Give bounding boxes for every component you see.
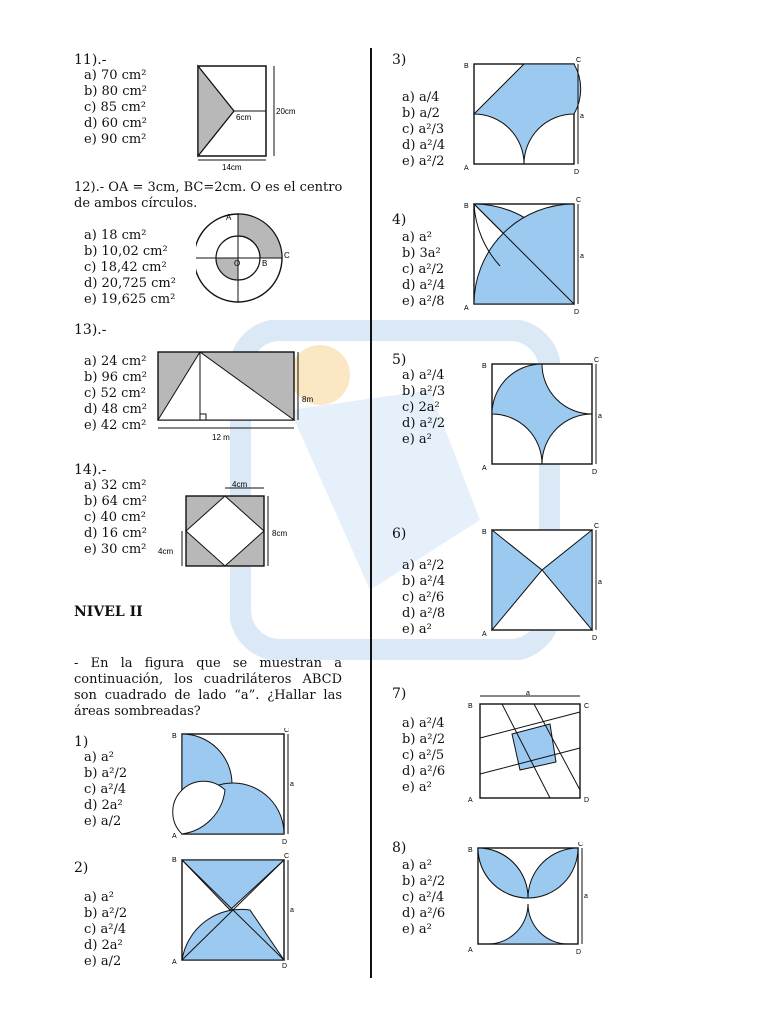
option[interactable]: c) a²/4 — [84, 782, 127, 797]
problem-13-number: 13).- — [74, 322, 107, 338]
option[interactable]: e) 42 cm² — [84, 418, 147, 433]
option[interactable]: e) 30 cm² — [84, 542, 147, 557]
option[interactable]: e) 90 cm² — [84, 132, 147, 147]
column-divider — [370, 48, 372, 978]
option[interactable]: d) a²/4 — [402, 138, 446, 153]
svg-text:B: B — [482, 363, 487, 370]
svg-text:D: D — [574, 169, 580, 176]
problem-12-options — [84, 228, 176, 308]
svg-text:A: A — [482, 465, 487, 472]
svg-text:D: D — [282, 963, 288, 970]
problem-11-options — [84, 68, 147, 148]
option[interactable]: a) a/4 — [402, 90, 440, 105]
option[interactable]: d) 48 cm² — [84, 402, 148, 417]
svg-text:a: a — [290, 907, 294, 914]
svg-text:C: C — [578, 842, 584, 848]
option[interactable]: e) a²/2 — [402, 154, 445, 169]
svg-text:A: A — [468, 797, 473, 804]
svg-text:4cm: 4cm — [158, 547, 174, 556]
section-title: NIVEL II — [74, 604, 143, 620]
option[interactable]: a) a² — [402, 230, 432, 245]
option[interactable]: a) a²/4 — [402, 368, 445, 383]
option[interactable]: d) a²/2 — [402, 416, 446, 431]
svg-text:B: B — [464, 203, 469, 210]
label-20cm: 20cm — [276, 107, 296, 116]
question-6-number: 6) — [392, 526, 407, 542]
problem-14-options — [84, 478, 147, 558]
option[interactable]: b) 96 cm² — [84, 370, 148, 385]
option[interactable]: c) 2a² — [402, 400, 440, 415]
svg-text:D: D — [592, 635, 598, 642]
question-4-number: 4) — [392, 212, 407, 228]
svg-text:B: B — [262, 259, 268, 268]
svg-text:C: C — [284, 853, 290, 860]
option[interactable]: e) a² — [402, 922, 432, 937]
problem-11-number: 11).- — [74, 52, 107, 68]
figure-q5 — [478, 356, 608, 478]
option[interactable]: d) 16 cm² — [84, 526, 148, 541]
option[interactable]: b) a²/2 — [402, 732, 446, 747]
svg-text:D: D — [584, 797, 590, 804]
figure-q4 — [460, 196, 590, 318]
svg-text:a: a — [526, 690, 530, 697]
option[interactable]: e) 19,625 cm² — [84, 292, 176, 307]
option[interactable]: e) a² — [402, 780, 432, 795]
svg-text:a: a — [584, 893, 588, 900]
option[interactable]: b) a²/2 — [84, 766, 128, 781]
svg-text:A: A — [464, 305, 469, 312]
svg-text:a: a — [580, 253, 584, 260]
svg-text:B: B — [468, 847, 473, 854]
problem-14-number: 14).- — [74, 462, 107, 478]
label-6cm: 6cm — [236, 113, 252, 122]
svg-text:C: C — [576, 197, 582, 204]
option[interactable]: c) 40 cm² — [84, 510, 146, 525]
figure-q6 — [478, 522, 608, 644]
option[interactable]: e) a²/8 — [402, 294, 445, 309]
option[interactable]: a) a² — [84, 890, 114, 905]
svg-text:D: D — [576, 949, 582, 956]
option[interactable]: c) a²/2 — [402, 262, 445, 277]
option[interactable]: b) a/2 — [402, 106, 440, 121]
option[interactable]: b) 64 cm² — [84, 494, 148, 509]
question-3-options — [402, 90, 445, 170]
option[interactable]: c) 85 cm² — [84, 100, 146, 115]
option[interactable]: d) 2a² — [84, 798, 123, 813]
question-8-number: 8) — [392, 840, 407, 856]
question-1-options — [84, 750, 127, 830]
option[interactable]: a) 18 cm² — [84, 228, 147, 243]
option[interactable]: d) a²/4 — [402, 278, 446, 293]
option[interactable]: e) a² — [402, 622, 432, 637]
option[interactable]: c) 52 cm² — [84, 386, 146, 401]
option[interactable]: e) a/2 — [84, 954, 122, 969]
option[interactable]: a) a² — [402, 858, 432, 873]
question-5-number: 5) — [392, 352, 407, 368]
question-1-number: 1) — [74, 734, 89, 750]
svg-text:8m: 8m — [302, 395, 314, 404]
svg-text:D: D — [282, 839, 288, 844]
figure-q8 — [464, 842, 594, 958]
option[interactable]: d) a²/6 — [402, 764, 446, 779]
question-8-options — [402, 858, 445, 938]
option[interactable]: c) 18,42 cm² — [84, 260, 167, 275]
figure-12 — [196, 208, 296, 308]
question-7-options — [402, 716, 445, 796]
option[interactable]: d) 20,725 cm² — [84, 276, 176, 291]
svg-text:D: D — [592, 469, 598, 476]
option[interactable]: d) a²/8 — [402, 606, 446, 621]
option[interactable]: e) a² — [402, 432, 432, 447]
svg-text:A: A — [226, 213, 232, 222]
option[interactable]: b) 10,02 cm² — [84, 244, 168, 259]
option[interactable]: b) a²/3 — [402, 384, 446, 399]
option[interactable]: b) 3a² — [402, 246, 441, 261]
option[interactable]: d) 60 cm² — [84, 116, 148, 131]
svg-text:4cm: 4cm — [232, 480, 248, 489]
svg-text:D: D — [574, 309, 580, 316]
svg-text:A: A — [172, 959, 177, 966]
option[interactable]: c) a²/4 — [402, 890, 445, 905]
question-2-number: 2) — [74, 860, 89, 876]
question-4-options — [402, 230, 445, 310]
option[interactable]: c) a²/6 — [402, 590, 445, 605]
svg-text:C: C — [576, 57, 582, 64]
option[interactable]: c) a²/3 — [402, 122, 445, 137]
option[interactable]: b) 80 cm² — [84, 84, 148, 99]
question-7-number: 7) — [392, 686, 407, 702]
option[interactable]: d) a²/6 — [402, 906, 446, 921]
svg-text:C: C — [584, 703, 590, 710]
figure-q3 — [460, 56, 590, 178]
option[interactable]: c) a²/4 — [84, 922, 127, 937]
svg-text:C: C — [594, 523, 600, 530]
svg-text:A: A — [482, 631, 487, 638]
option[interactable]: a) a²/4 — [402, 716, 445, 731]
option[interactable]: c) a²/5 — [402, 748, 445, 763]
figure-q1 — [170, 728, 300, 844]
problem-12-text: 12).- OA = 3cm, BC=2cm. O es el centro de ambos círculos. — [74, 180, 343, 211]
option[interactable]: a) a² — [84, 750, 114, 765]
svg-text:8cm: 8cm — [272, 529, 288, 538]
svg-text:B: B — [172, 857, 177, 864]
option[interactable]: b) a²/2 — [402, 874, 446, 889]
svg-text:B: B — [464, 63, 469, 70]
option[interactable]: a) 24 cm² — [84, 354, 147, 369]
svg-text:a: a — [580, 113, 584, 120]
svg-text:a: a — [290, 781, 294, 788]
svg-text:A: A — [468, 947, 473, 954]
svg-text:A: A — [464, 165, 469, 172]
svg-text:C: C — [284, 728, 290, 734]
question-5-options — [402, 368, 445, 448]
svg-text:B: B — [468, 703, 473, 710]
option[interactable]: a) a²/2 — [402, 558, 445, 573]
svg-text:O: O — [234, 259, 241, 268]
svg-text:A: A — [172, 833, 177, 840]
option[interactable]: b) a²/4 — [402, 574, 446, 589]
question-2-options — [84, 890, 127, 970]
problem-13-options — [84, 354, 147, 434]
svg-text:a: a — [598, 413, 602, 420]
option[interactable]: d) 2a² — [84, 938, 123, 953]
figure-q2 — [170, 852, 300, 970]
question-3-number: 3) — [392, 52, 407, 68]
svg-text:B: B — [482, 529, 487, 536]
figure-11 — [190, 64, 310, 176]
option[interactable]: a) 70 cm² — [84, 68, 147, 83]
svg-text:B: B — [172, 733, 177, 740]
svg-text:a: a — [598, 579, 602, 586]
intro-text: - En la figura que se muestran a continuación, los cuadriláteros ABCD son cuadrado de lado “a”. ¿Hallar las áreas sombreadas? — [74, 656, 342, 719]
label-14cm: 14cm — [222, 163, 242, 172]
figure-14 — [156, 480, 306, 574]
svg-text:C: C — [284, 251, 290, 260]
svg-text:C: C — [594, 357, 600, 364]
option[interactable]: b) a²/2 — [84, 906, 128, 921]
svg-text:12 m: 12 m — [212, 433, 230, 442]
option[interactable]: a) 32 cm² — [84, 478, 147, 493]
figure-13 — [154, 348, 324, 444]
question-6-options — [402, 558, 445, 638]
figure-q7 — [462, 690, 592, 806]
option[interactable]: e) a/2 — [84, 814, 122, 829]
